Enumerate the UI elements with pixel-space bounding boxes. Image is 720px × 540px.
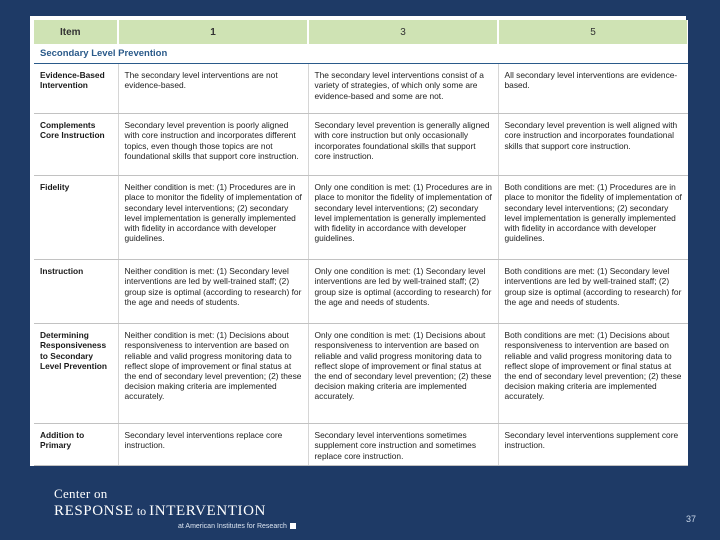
column-header-score-5: 5 (498, 20, 688, 44)
cell-score-1: Secondary level prevention is poorly aligned with core instruction and incorporates different topics, even though those topics are not foundational skills that support core instruction. (118, 114, 308, 176)
cell-score-3: Secondary level interventions sometimes supplement core instruction and sometimes replace core instruction. (308, 424, 498, 466)
column-header-score-3: 3 (308, 20, 498, 44)
table-header-row (34, 20, 688, 44)
logo-word-to: to (133, 504, 150, 518)
logo-line-air (54, 523, 296, 530)
table-row (34, 260, 688, 324)
logo-line-response-to-intervention (54, 503, 296, 520)
cell-score-5: Secondary level prevention is well aligned with core instruction and incorporates foundational skills that support core instruction. (498, 114, 688, 176)
slide-frame-right (686, 0, 720, 540)
table-row (34, 324, 688, 424)
row-label: Instruction (34, 260, 118, 324)
cell-score-3: Only one condition is met: (1) Decisions about responsiveness to intervention are based on reliable and valid progress monitoring data to reflect slope of improvement or final status at the end of secondary level prevention; (2) these decision making criteria are implemented accurately. (308, 324, 498, 424)
row-label: Fidelity (34, 176, 118, 260)
cell-score-1: Neither condition is met: (1) Decisions about responsiveness to intervention are based on reliable and valid progress monitoring data to reflect slope of improvement or final status at the end of secondary level prevention; (2) these decision making criteria are implemented accurately. (118, 324, 308, 424)
row-label: Addition to Primary (34, 424, 118, 466)
cell-score-1: Neither condition is met: (1) Procedures are in place to monitor the fidelity of implementation of secondary level interventions; (2) secondary level implementation is generally implemented with fidelity in accordance with developer guidelines. (118, 176, 308, 260)
row-label: Evidence-Based Intervention (34, 64, 118, 114)
table-row (34, 114, 688, 176)
section-title: Secondary Level Prevention (34, 44, 688, 64)
slide-frame-left (0, 0, 30, 540)
page-number: 37 (686, 514, 697, 524)
rubric-table (34, 20, 688, 466)
cell-score-5: Both conditions are met: (1) Secondary level interventions are led by well-trained staff; (2) group size is optimal (according to research) for the age and needs of students. (498, 260, 688, 324)
row-label: Complements Core Instruction (34, 114, 118, 176)
logo-air-text: at American Institutes for Research (178, 523, 287, 530)
table-row (34, 424, 688, 466)
cell-score-5: Both conditions are met: (1) Procedures are in place to monitor the fidelity of implementation of secondary level interventions; (2) secondary level implementation is generally implemented with fidelity in accordance with developer guidelines. (498, 176, 688, 260)
cell-score-5: Secondary level interventions supplement core instruction. (498, 424, 688, 466)
logo-line-center-on: Center on (54, 486, 108, 501)
slide-frame-top (0, 0, 720, 16)
cell-score-3: Only one condition is met: (1) Procedures are in place to monitor the fidelity of implementation of secondary level interventions; (2) secondary level implementation is generally implemented with fidelity in accordance with developer guidelines. (308, 176, 498, 260)
cell-score-3: Only one condition is met: (1) Secondary level interventions are led by well-trained staff; (2) group size is optimal (according to research) for the age and needs of students. (308, 260, 498, 324)
table-row (34, 176, 688, 260)
cell-score-5: All secondary level interventions are evidence-based. (498, 64, 688, 114)
logo-word-intervention: INTERVENTION (149, 503, 266, 519)
cell-score-3: Secondary level prevention is generally aligned with core instruction but only occasionally incorporates foundational skills that support core instruction. (308, 114, 498, 176)
column-header-score-1: 1 (118, 20, 308, 44)
row-label: Determining Responsiveness to Secondary Level Prevention (34, 324, 118, 424)
cell-score-1: The secondary level interventions are not evidence-based. (118, 64, 308, 114)
table-row (34, 64, 688, 114)
cell-score-1: Secondary level interventions replace core instruction. (118, 424, 308, 466)
center-on-rti-logo (54, 486, 296, 530)
section-row (34, 44, 688, 64)
cell-score-5: Both conditions are met: (1) Decisions about responsiveness to intervention are based on reliable and valid progress monitoring data to reflect slope of improvement or final status at the end of secondary level prevention; (2) these decision making criteria are implemented accurately. (498, 324, 688, 424)
rubric-table-panel (34, 20, 688, 466)
cell-score-1: Neither condition is met: (1) Secondary level interventions are led by well-trained staff; (2) group size is optimal (according to research) for the age and needs of students. (118, 260, 308, 324)
air-square-icon (290, 523, 296, 529)
column-header-item: Item (34, 20, 118, 44)
cell-score-3: The secondary level interventions consist of a variety of strategies, of which only some are evidence-based and some are not. (308, 64, 498, 114)
logo-word-response: RESPONSE (54, 503, 134, 519)
